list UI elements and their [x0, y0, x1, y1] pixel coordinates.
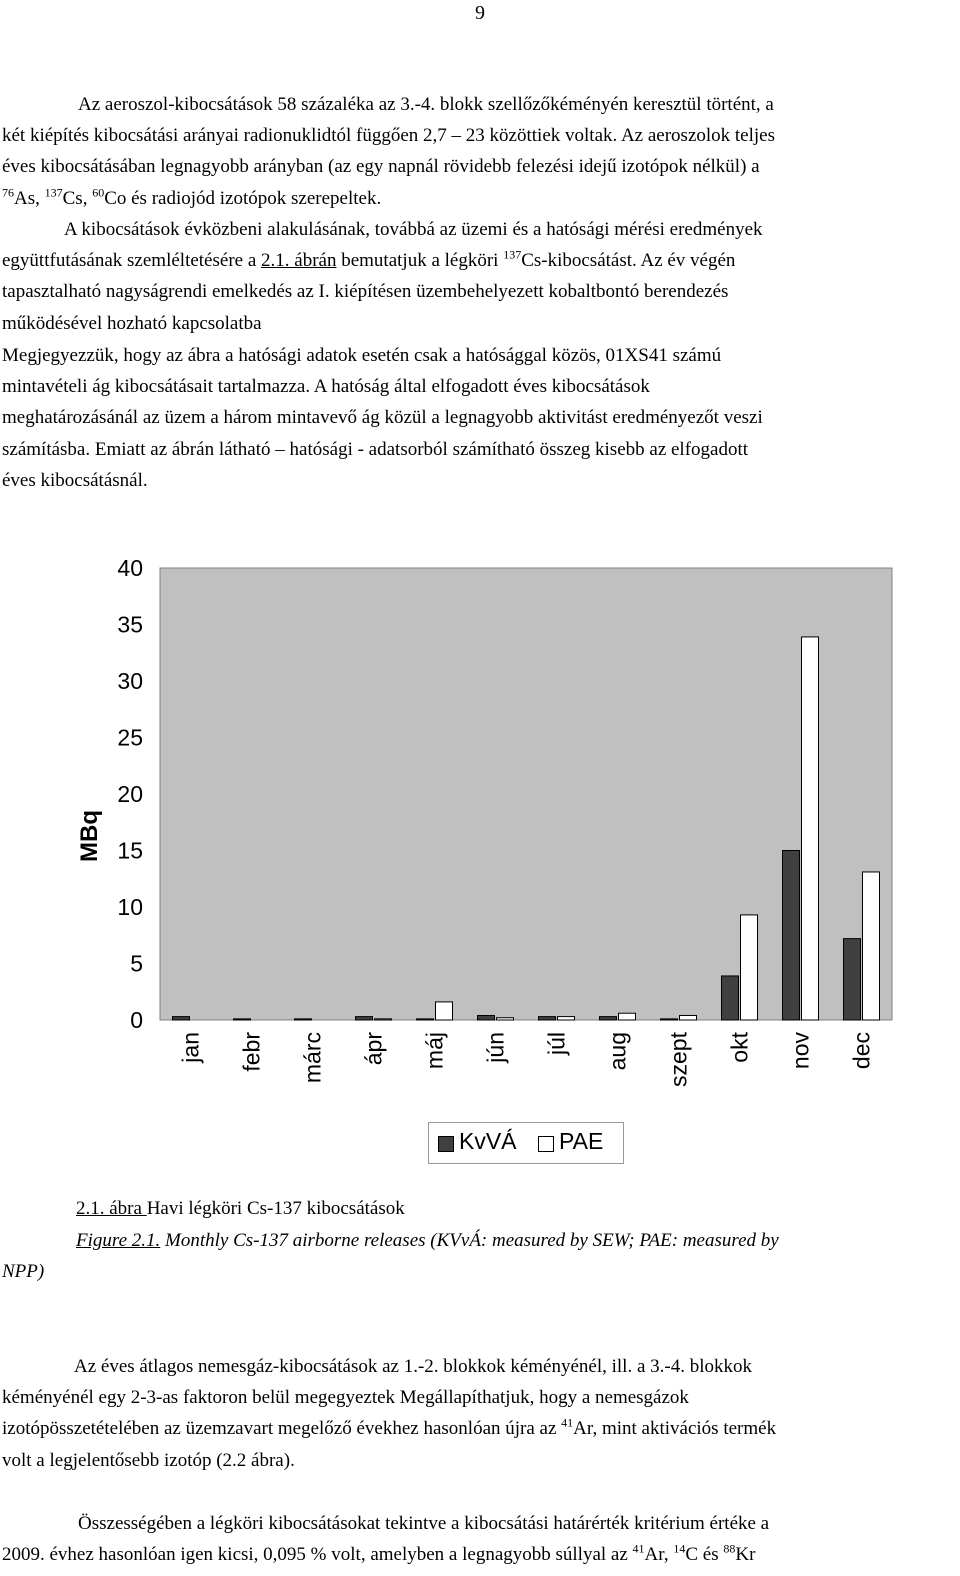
- text-line: együttfutásának szemléltetésére a: [2, 250, 262, 272]
- text-line: Cs-kibocsátást. Az év végén: [521, 250, 736, 272]
- legend-label-pae: PAE: [559, 1128, 604, 1154]
- bar-kvva-okt: [722, 976, 739, 1020]
- superscript: 14: [673, 1541, 686, 1556]
- y-tick-label: 5: [130, 950, 143, 977]
- paragraph-note: [2, 340, 952, 496]
- y-tick-label: 35: [117, 611, 143, 638]
- text-line: kéményénél egy 2-3-as faktoron belül megegyeztek Megállapíthatjuk, hogy a nemesgázok: [2, 1387, 689, 1409]
- bar-kvva-júl: [539, 1017, 556, 1020]
- isotope: As,: [14, 187, 45, 209]
- paragraph-aerosol: [2, 89, 952, 214]
- bar-kvva-jún: [478, 1015, 495, 1020]
- text-line: két kiépítés kibocsátási arányai radionuklidtól függően 2,7 – 23 közöttiek voltak. Az aeroszolok teljes: [2, 125, 775, 147]
- bar-kvva-febr: [234, 1019, 251, 1020]
- text-line: Az aeroszol-kibocsátások 58 százaléka az 3.-4. blokk szellőzőkéményén keresztül történt, a: [78, 94, 774, 115]
- text-line: A kibocsátások évközbeni alakulásának, továbbá az üzemi és a hatósági mérési eredmények: [64, 219, 763, 240]
- isotope: Kr: [735, 1544, 756, 1566]
- y-axis-label: MBq: [76, 810, 103, 862]
- paragraph-noble-gas: [2, 1351, 952, 1476]
- figure-caption-en: [76, 1225, 956, 1256]
- superscript: 41: [632, 1541, 645, 1556]
- x-tick-label: ápr: [360, 1032, 387, 1066]
- bar-kvva-nov: [783, 851, 800, 1021]
- y-tick-label: 40: [117, 555, 143, 581]
- legend-label-kvva: KvVÁ: [459, 1128, 517, 1154]
- caption-figure-link: 2.1. ábra: [76, 1198, 147, 1219]
- bar-kvva-aug: [600, 1017, 617, 1020]
- figure-caption-hu: [76, 1193, 405, 1224]
- x-tick-label: aug: [604, 1032, 631, 1071]
- text-line: tapasztalható nagyságrendi emelkedés az I. kiépítésen üzembehelyezett kobaltbontó berendezés: [2, 281, 729, 303]
- figure-caption-en-cont: [2, 1256, 44, 1287]
- caption-text: Monthly Cs-137 airborne releases (KVvÁ: measured by SEW; PAE: measured by: [160, 1230, 779, 1251]
- isotope: Co és radiojód izotópok szerepeltek.: [104, 187, 382, 209]
- bar-pae-nov: [802, 637, 819, 1020]
- bar-pae-máj: [436, 1002, 453, 1020]
- isotope: C és: [685, 1544, 724, 1566]
- caption-text: NPP): [2, 1261, 45, 1282]
- text-line: Az éves átlagos nemesgáz-kibocsátások az 1.-2. blokkok kéményénél, ill. a 3.-4. blokkok: [74, 1356, 752, 1377]
- y-tick-label: 25: [117, 724, 143, 751]
- y-tick-label: 20: [117, 781, 143, 807]
- bar-pae-ápr: [375, 1019, 392, 1020]
- bar-pae-dec: [863, 872, 880, 1020]
- superscript: 137: [44, 185, 63, 200]
- y-tick-label: 30: [117, 668, 143, 694]
- legend-swatch-kvva: [438, 1136, 454, 1152]
- bar-pae-júl: [558, 1017, 575, 1020]
- text-line: működésével hozható kapcsolatba: [2, 312, 262, 334]
- superscript: 76: [2, 185, 14, 200]
- bar-pae-jún: [497, 1018, 514, 1020]
- x-tick-label: máj: [421, 1032, 448, 1070]
- bar-pae-szept: [680, 1015, 697, 1020]
- x-tick-label: júl: [543, 1032, 570, 1056]
- y-tick-label: 10: [117, 894, 143, 920]
- bar-kvva-máj: [417, 1019, 434, 1020]
- text-line: éves kibocsátásnál.: [2, 469, 148, 491]
- bar-kvva-jan: [173, 1017, 190, 1020]
- bar-pae-aug: [619, 1013, 636, 1020]
- x-tick-label: nov: [787, 1032, 814, 1070]
- superscript: 88: [723, 1541, 736, 1556]
- superscript: 60: [92, 185, 105, 200]
- text-line: számításba. Emiatt az ábrán látható – hatósági - adatsorból számítható összeg kisebb az elfogadott: [2, 438, 749, 460]
- paragraph-summary: [2, 1508, 952, 1570]
- text-line: éves kibocsátásában legnagyobb arányban (az egy napnál rövidebb felezési idejű izotópok nélkül) a: [2, 156, 760, 178]
- chart-legend: [428, 1122, 624, 1164]
- y-tick-label: 15: [117, 837, 143, 864]
- x-tick-label: okt: [726, 1032, 753, 1063]
- x-tick-label: dec: [848, 1032, 875, 1070]
- caption-figure-link: Figure 2.1.: [76, 1230, 161, 1251]
- bar-kvva-szept: [661, 1019, 678, 1020]
- figure-link[interactable]: 2.1. ábrán: [261, 250, 337, 272]
- superscript: 137: [503, 247, 522, 262]
- isotope: Ar,: [644, 1544, 674, 1566]
- bar-chart: [0, 540, 960, 1120]
- caption-text: Havi légköri Cs-137 kibocsátások: [146, 1198, 405, 1219]
- text-line: bemutatjuk a légköri: [336, 250, 504, 272]
- text-line: izotópösszetételében az üzemzavart megelőző évekhez hasonlóan újra az: [2, 1418, 562, 1440]
- x-tick-label: márc: [299, 1032, 326, 1084]
- paragraph-trend: [2, 214, 952, 339]
- superscript: 41: [561, 1416, 574, 1431]
- text-line: meghatározásánál az üzem a három mintavevő ág közül a legnagyobb aktivitást eredményezőt veszi: [2, 407, 763, 429]
- bar-kvva-márc: [295, 1019, 312, 1020]
- text-line: volt a legjelentősebb izotóp (2.2 ábra).: [2, 1449, 295, 1471]
- text-line: Összességében a légköri kibocsátásokat tekintve a kibocsátási határérték kritérium értéke a: [78, 1513, 770, 1534]
- page-number: 9: [475, 2, 485, 24]
- x-tick-label: febr: [238, 1032, 265, 1072]
- bar-pae-okt: [741, 915, 758, 1020]
- bar-kvva-ápr: [356, 1017, 373, 1020]
- x-tick-label: szept: [665, 1032, 692, 1087]
- text-line: Ar, mint aktivációs termék: [573, 1418, 777, 1440]
- text-line: Megjegyezzük, hogy az ábra a hatósági adatok esetén csak a hatósággal közös, 01XS41 számú: [2, 345, 722, 366]
- text-line: mintavételi ág kibocsátásait tartalmazza. A hatóság által elfogadott éves kibocsátások: [2, 376, 650, 398]
- x-tick-label: jún: [482, 1032, 509, 1063]
- legend-swatch-pae: [538, 1136, 554, 1152]
- isotope: Cs,: [62, 187, 93, 209]
- y-tick-label: 0: [130, 1007, 143, 1033]
- bar-kvva-dec: [844, 939, 861, 1020]
- text-line: 2009. évhez hasonlóan igen kicsi, 0,095 % volt, amelyben a legnagyobb súllyal az: [2, 1544, 633, 1566]
- x-tick-label: jan: [177, 1032, 204, 1063]
